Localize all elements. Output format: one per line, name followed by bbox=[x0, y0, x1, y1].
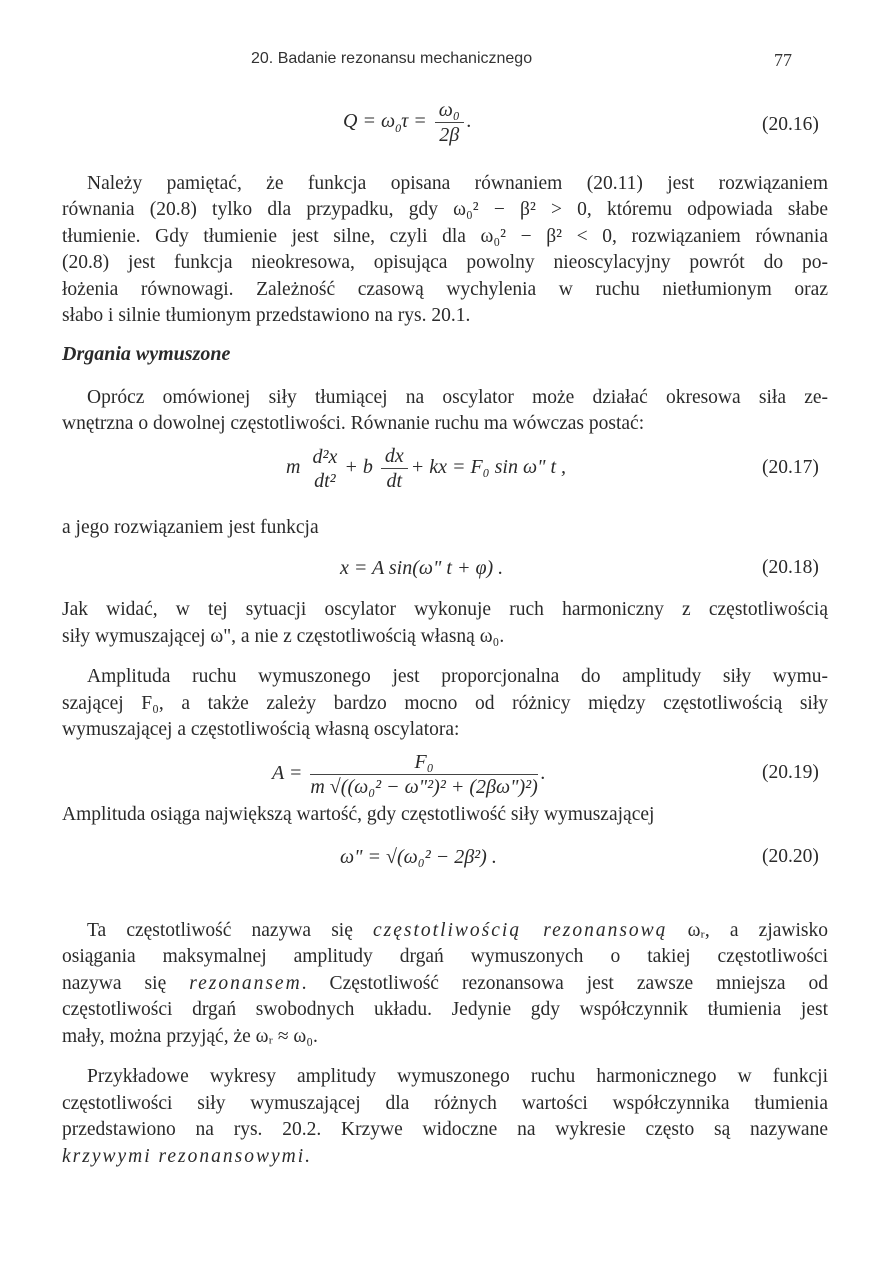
text: nazywa się bbox=[62, 973, 190, 994]
equation-number: (20.16) bbox=[762, 114, 819, 135]
text-line: przedstawiono na rys. 20.2. Krzywe widoczne na wykresie często są nazywane bbox=[62, 1119, 828, 1140]
denominator: dt bbox=[386, 470, 403, 492]
text-line: siły wymuszającej ω", a nie z częstotliwością własną ω₀. bbox=[62, 626, 505, 647]
equation-number: (20.19) bbox=[762, 762, 819, 783]
numerator: F₀ bbox=[310, 750, 537, 775]
text-line: Amplituda ruchu wymuszonego jest proporcjonalna do amplitudy siły wymu- bbox=[87, 666, 828, 687]
fraction bbox=[435, 98, 464, 147]
eq-text: + kx = F₀ sin ω" t , bbox=[410, 456, 567, 479]
eq-text: + b bbox=[344, 456, 373, 479]
eq-text: m bbox=[286, 456, 301, 479]
denominator: m √((ω₀² − ω"²)² + (2βω")²) bbox=[310, 776, 538, 798]
text-line: szającej F₀, a także zależy bardzo mocno od różnicy między częstotliwością siły bbox=[62, 693, 828, 714]
running-header: 20. Badanie rezonansu mechanicznego bbox=[251, 50, 533, 67]
eq-text: . bbox=[540, 762, 546, 785]
text-line: łożenia równowagi. Zależność czasową wychylenia w ruchu nietłumionym oraz bbox=[62, 279, 828, 300]
emphasis: rezonansem bbox=[189, 973, 302, 994]
text: . Częstotliwość rezonansowa jest zawsze mniejsza od bbox=[301, 973, 828, 994]
text-line: krzywymi rezonansowymi. bbox=[62, 1146, 313, 1167]
emphasis: częstotliwością rezonansową bbox=[373, 920, 668, 941]
text-line: częstotliwości drgań swobodnych układu. Jedynie gdy współczynnik tłumienia jest bbox=[62, 999, 828, 1020]
text-line: Oprócz omówionej siły tłumiącej na oscylator może działać okresowa siła ze- bbox=[87, 387, 828, 408]
text-line: (20.8) jest funkcja nieokresowa, opisująca powolny nieoscylacyjny powrót do po- bbox=[62, 252, 828, 273]
text-line: mały, można przyjąć, że ωᵣ ≈ ω₀. bbox=[62, 1026, 318, 1047]
fraction bbox=[381, 444, 408, 493]
equation-20-18: x = A sin(ω" t + φ) . bbox=[340, 557, 504, 579]
equation-20-17 bbox=[286, 444, 566, 493]
equation-20-16: $Q = \omega_0\tau$ = $\frac{\text{ω₀}}{2\beta}$ . bbox=[343, 99, 472, 146]
equation-20-19 bbox=[272, 750, 546, 799]
text-line bbox=[62, 972, 828, 996]
numerator: ω₀ bbox=[435, 98, 464, 123]
denominator: dt² bbox=[314, 469, 336, 492]
text-line: Należy pamiętać, że funkcja opisana równaniem (20.11) jest rozwiązaniem bbox=[87, 173, 828, 194]
eq-text: A = bbox=[272, 762, 303, 785]
text-line: Jak widać, w tej sytuacji oscylator wykonuje ruch harmoniczny z częstotliwością bbox=[62, 599, 828, 620]
text-line: równania (20.8) tylko dla przypadku, gdy ω₀² − β² > 0, któremu odpowiada słabe bbox=[62, 199, 828, 220]
text-line: słabo i silnie tłumionym przedstawiono na rys. 20.1. bbox=[62, 305, 471, 326]
eq-text: Q = ω bbox=[343, 110, 396, 133]
text-line: a jego rozwiązaniem jest funkcja bbox=[62, 517, 319, 538]
numerator: dx bbox=[381, 444, 408, 469]
text: Ta częstotliwość nazywa się bbox=[87, 920, 374, 941]
section-heading: Drgania wymuszone bbox=[62, 343, 231, 365]
text-line bbox=[87, 919, 828, 943]
equation-number: (20.18) bbox=[762, 557, 819, 578]
numerator: d²x bbox=[312, 445, 338, 468]
text-line: tłumienie. Gdy tłumienie jest silne, czyli dla ω₀² − β² < 0, rozwiązaniem równania bbox=[62, 226, 828, 247]
text: ωᵣ, a zjawisko bbox=[667, 920, 828, 941]
text-line: Amplituda osiąga największą wartość, gdy częstotliwość siły wymuszającej bbox=[62, 804, 655, 825]
text-line: Przykładowe wykresy amplitudy wymuszonego ruchu harmonicznego w funkcji bbox=[87, 1066, 828, 1087]
text-line: częstotliwości siły wymuszającej dla różnych wartości współczynnika tłumienia bbox=[62, 1093, 828, 1114]
page-number: 77 bbox=[774, 50, 792, 70]
eq-text: τ = bbox=[401, 110, 427, 133]
equation-number: (20.17) bbox=[762, 457, 819, 478]
text-line: wymuszającej a częstotliwością własną oscylatora: bbox=[62, 719, 460, 740]
denominator: 2β bbox=[439, 124, 460, 146]
fraction bbox=[310, 750, 537, 799]
equation-number: (20.20) bbox=[762, 846, 819, 867]
eq-text: . bbox=[466, 110, 472, 133]
equation-20-20: ω" = √(ω₀² − 2β²) . bbox=[340, 846, 497, 868]
text-line: osiągania maksymalnej amplitudy drgań wymuszonych o takiej częstotliwości bbox=[62, 946, 828, 967]
text-line: wnętrzna o dowolnej częstotliwości. Równanie ruchu ma wówczas postać: bbox=[62, 413, 645, 434]
fraction bbox=[308, 445, 341, 493]
